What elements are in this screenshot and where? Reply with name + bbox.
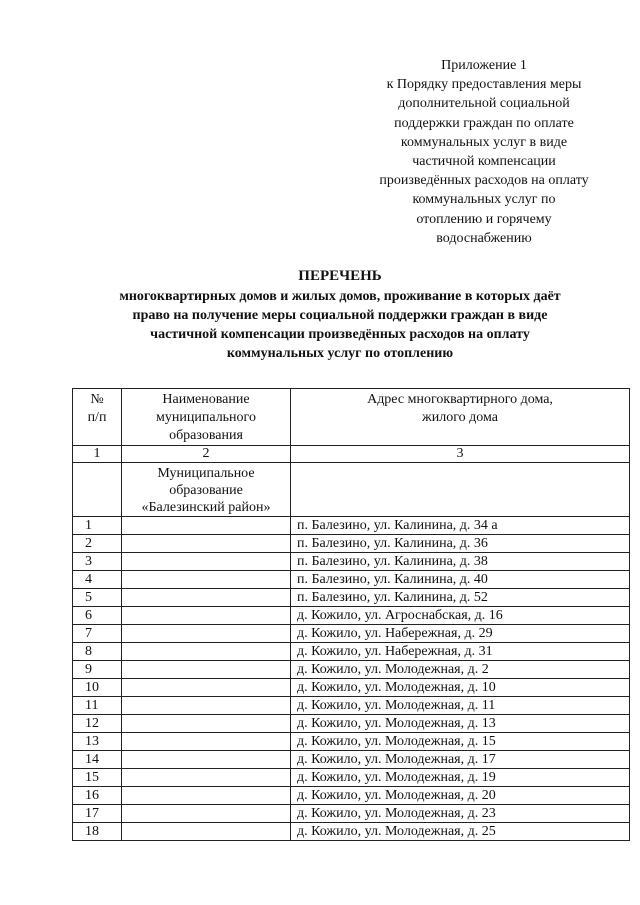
column-number: 3 [291, 446, 630, 463]
row-address: д. Кожило, ул. Агроснабская, д. 16 [291, 607, 630, 625]
appendix-line: произведённых расходов на оплату [379, 173, 589, 189]
row-municipality [122, 679, 291, 697]
appendix-line: отоплению и горячему [416, 211, 552, 227]
row-number: 7 [73, 625, 122, 643]
title-sub-line: частичной компенсации произведённых расходов на оплату [150, 327, 530, 342]
address-rows [73, 517, 630, 841]
row-number: 1 [73, 517, 122, 535]
row-municipality [122, 787, 291, 805]
appendix-line: дополнительной социальной [398, 96, 570, 112]
table-row [73, 751, 630, 769]
row-address: п. Балезино, ул. Калинина, д. 38 [291, 553, 630, 571]
table-row [73, 607, 630, 625]
row-municipality [122, 535, 291, 553]
row-municipality [122, 823, 291, 841]
row-number: 18 [73, 823, 122, 841]
table-row [73, 733, 630, 751]
document-title [40, 266, 640, 363]
appendix-line: коммунальных услуг в виде [400, 134, 568, 150]
row-address: п. Балезино, ул. Калинина, д. 52 [291, 589, 630, 607]
row-municipality [122, 643, 291, 661]
table-row [73, 535, 630, 553]
table-row [73, 769, 630, 787]
municipality-name: Муниципальное образование «Балезинский район» [122, 463, 291, 517]
row-address: д. Кожило, ул. Молодежная, д. 10 [291, 679, 630, 697]
table-row [73, 625, 630, 643]
row-number: 6 [73, 607, 122, 625]
header-address: Адрес многоквартирного дома, жилого дома [291, 389, 630, 446]
row-municipality [122, 607, 291, 625]
row-number: 10 [73, 679, 122, 697]
appendix-line: поддержки граждан по оплате [394, 115, 574, 131]
row-municipality [122, 715, 291, 733]
title-sub-line: многоквартирных домов и жилых домов, проживание в которых даёт [119, 289, 561, 304]
row-number: 15 [73, 769, 122, 787]
appendix-header [360, 56, 608, 248]
row-address: д. Кожило, ул. Молодежная, д. 23 [291, 805, 630, 823]
appendix-line: к Порядку предоставления меры [386, 77, 582, 93]
title-sub-line: коммунальных услуг по отоплению [226, 346, 454, 361]
row-address: д. Кожило, ул. Молодежная, д. 13 [291, 715, 630, 733]
row-number: 13 [73, 733, 122, 751]
row-municipality [122, 697, 291, 715]
appendix-line: коммунальных услуг по [412, 192, 556, 208]
table-row [73, 679, 630, 697]
table-row [73, 643, 630, 661]
row-municipality [122, 517, 291, 535]
row-address: д. Кожило, ул. Молодежная, д. 11 [291, 697, 630, 715]
table-row [73, 697, 630, 715]
row-address: д. Кожило, ул. Молодежная, д. 15 [291, 733, 630, 751]
column-number: 2 [122, 446, 291, 463]
table-row [73, 589, 630, 607]
row-address: д. Кожило, ул. Молодежная, д. 19 [291, 769, 630, 787]
title-sub-line: право на получение меры социальной поддержки граждан в виде [132, 308, 548, 323]
column-number-row [73, 446, 630, 463]
table-row [73, 787, 630, 805]
municipality-row [73, 463, 630, 517]
row-municipality [122, 571, 291, 589]
row-number: 5 [73, 589, 122, 607]
row-number: 16 [73, 787, 122, 805]
table-row [73, 571, 630, 589]
row-address: д. Кожило, ул. Молодежная, д. 25 [291, 823, 630, 841]
row-number: 14 [73, 751, 122, 769]
row-address: п. Балезино, ул. Калинина, д. 34 а [291, 517, 630, 535]
row-municipality [122, 553, 291, 571]
table-header-row [73, 389, 630, 446]
row-address: д. Кожило, ул. Набережная, д. 31 [291, 643, 630, 661]
table-row [73, 553, 630, 571]
row-municipality [122, 733, 291, 751]
column-number: 1 [73, 446, 122, 463]
title-main: ПЕРЕЧЕНЬ [298, 268, 382, 284]
row-number: 17 [73, 805, 122, 823]
row-address: п. Балезино, ул. Калинина, д. 36 [291, 535, 630, 553]
row-number: 4 [73, 571, 122, 589]
row-municipality [122, 769, 291, 787]
header-municipality: Наименование муниципального образования [122, 389, 291, 446]
appendix-line: частичной компенсации [412, 154, 556, 170]
row-address: д. Кожило, ул. Молодежная, д. 20 [291, 787, 630, 805]
address-table [72, 388, 630, 841]
row-address: д. Кожило, ул. Молодежная, д. 2 [291, 661, 630, 679]
row-number: 3 [73, 553, 122, 571]
row-address: д. Кожило, ул. Набережная, д. 29 [291, 625, 630, 643]
row-municipality [122, 751, 291, 769]
row-address: д. Кожило, ул. Молодежная, д. 17 [291, 751, 630, 769]
table-row [73, 823, 630, 841]
row-municipality [122, 589, 291, 607]
table-row [73, 661, 630, 679]
header-number: № п/п [73, 389, 122, 446]
row-number: 11 [73, 697, 122, 715]
table-row [73, 517, 630, 535]
table-row [73, 805, 630, 823]
row-municipality [122, 661, 291, 679]
row-address: п. Балезино, ул. Калинина, д. 40 [291, 571, 630, 589]
row-municipality [122, 805, 291, 823]
row-number: 8 [73, 643, 122, 661]
table-row [73, 715, 630, 733]
appendix-line: водоснабжению [436, 230, 532, 246]
appendix-line: Приложение 1 [441, 58, 527, 73]
title-subtitle [40, 287, 640, 363]
row-number: 9 [73, 661, 122, 679]
row-number: 2 [73, 535, 122, 553]
row-municipality [122, 625, 291, 643]
row-number: 12 [73, 715, 122, 733]
